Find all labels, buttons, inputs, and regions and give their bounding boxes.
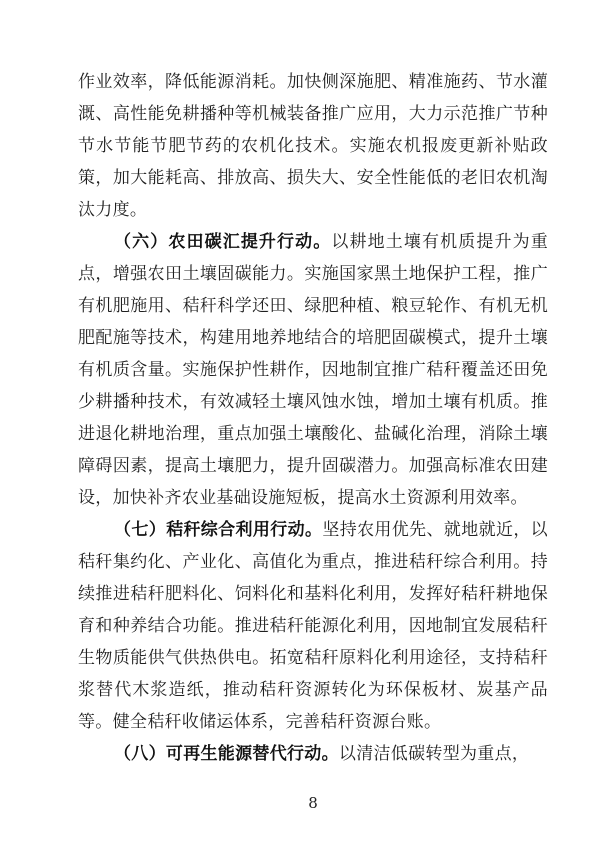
paragraph-text: 坚持农用优先、就地就近，以秸秆集约化、产业化、高值化为重点，推进秸秆综合利用。持续推进秸秆肥料化、饲料化和基料化利用，发挥好秸秆耕地保育和种养结合功能。推进秸秆能源化利用，因地制宜发展秸秆生物质能供气供热供电。拓宽秸秆原料化利用途径，支持秸秆浆替代木浆造纸，推动秸秆资源转化为环保板材、炭基产品等。健全秸秆收储运体系，完善秸秆资源台账。: [78, 520, 548, 732]
paragraph-section-7: [78, 514, 548, 738]
paragraph-text: 作业效率，降低能源消耗。加快侧深施肥、精准施药、节水灌溉、高性能免耕播种等机械装备推广应用，大力示范推广节种节水节能节肥节药的农机化技术。实施农机报废更新补贴政策，加大能耗高、排放高、损失大、安全性能低的老旧农机淘汰力度。: [78, 72, 548, 220]
paragraph-text: 以耕地土壤有机质提升为重点，增强农田土壤固碳能力。实施国家黑土地保护工程，推广有机肥施用、秸秆科学还田、绿肥种植、粮豆轮作、有机无机肥配施等技术，构建用地养地结合的培肥固碳模式，提升土壤有机质含量。实施保护性耕作，因地制宜推广秸秆覆盖还田免少耕播种技术，有效减轻土壤风蚀水蚀，增加土壤有机质。推进退化耕地治理，重点加强土壤酸化、盐碱化治理，消除土壤障碍因素，提高土壤肥力，提升固碳潜力。加强高标准农田建设，加快补齐农业基础设施短板，提高水土资源利用效率。: [78, 232, 548, 508]
section-heading-6: （六）农田碳汇提升行动。: [114, 232, 332, 252]
paragraph-section-8: [78, 738, 548, 770]
page-number: 8: [308, 794, 318, 812]
document-body: [78, 66, 548, 770]
paragraph-text: 以清洁低碳转型为重点，: [338, 744, 530, 764]
paragraph-continuation: [78, 66, 548, 226]
section-heading-7: （七）秸秆综合利用行动。: [114, 520, 323, 540]
section-heading-8: （八）可再生能源替代行动。: [114, 744, 339, 764]
page-footer: [78, 793, 548, 813]
paragraph-section-6: [78, 226, 548, 514]
